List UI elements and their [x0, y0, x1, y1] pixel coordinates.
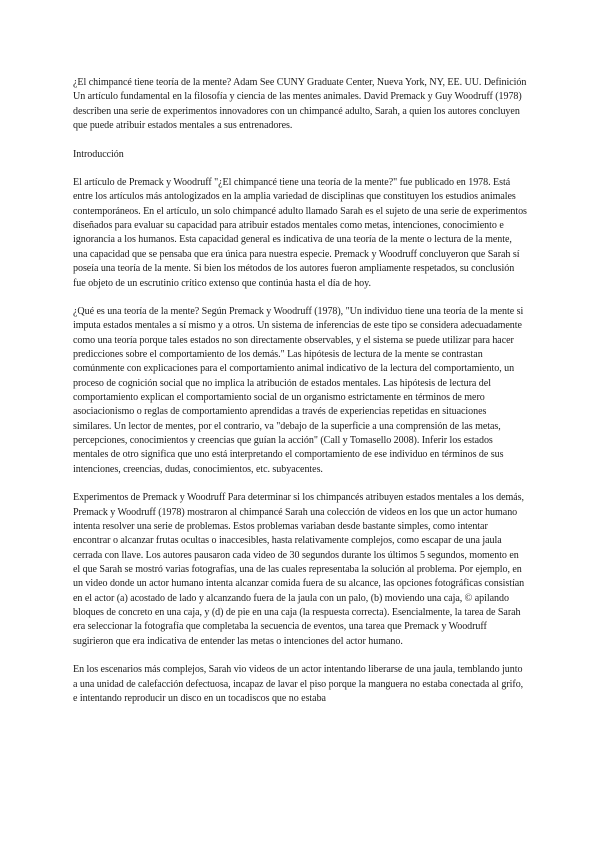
intro-paragraph: El artículo de Premack y Woodruff "¿El chimpancé tiene una teoría de la mente?" fue publicado en 1978. Está entre los artículos más antologizados en la amplia variedad de disciplinas que constituyen los estudios animales contemporáneos. En el artículo, un solo chimpancé adulto llamado Sarah es el sujeto de una serie de experimentos diseñados para evaluar su capacidad para atribuir estados mentales como metas, intenciones, conocimiento e ignorancia a los humanos. Esta capacidad general es indicativa de una teoría de la mente o lectura de la mente, una capacidad que se pensaba que era única para nuestra especie. Premack y Woodruff concluyeron que Sarah sí poseía una teoría de la mente. Si bien los métodos de los autores fueron ampliamente respetados, su conclusión fue objeto de un escrutinio crítico extenso que continúa hasta el día de hoy. [73, 177, 527, 289]
title-paragraph: ¿El chimpancé tiene teoría de la mente? Adam See CUNY Graduate Center, Nueva York, NY, EE. UU. Definición Un artículo fundamental en la filosofía y ciencia de las mentes animales. David Premack y Guy Woodruff (1978) describen una serie de experimentos innovadores con un chimpancé adulto, Sarah, a quien los autores concluyen que puede atribuir estados mentales a sus entrenadores. [73, 77, 527, 132]
section-heading-introduccion: Introducción [73, 148, 124, 160]
complex-scenarios-paragraph: En los escenarios más complejos, Sarah vio videos de un actor intentando liberarse de una jaula, temblando junto a una unidad de calefacción defectuosa, incapaz de lavar el piso porque la manguera no estaba conectada al grifo, e intentando reproducir un disco en un tocadiscos que no estaba [73, 664, 524, 704]
theory-of-mind-paragraph: ¿Qué es una teoría de la mente? Según Premack y Woodruff (1978), "Un individuo tiene una teoría de la mente si imputa estados mentales a sí mismo y a otros. Un sistema de inferencias de este tipo se considera adecuadamente como una teoría porque tales estados no son directamente observables, y el sistema se puede utilizar para hacer predicciones sobre el comportamiento de los demás." Las hipótesis de lectura de la mente se contrastan comúnmente con explicaciones para el comportamiento animal indicativo de la lectura del comportamiento, un proceso de cognición social que no implica la atribución de estados mentales. Las hipótesis de lectura del comportamiento explican el comportamiento social de un organismo estrictamente en términos de mero asociacionismo o reglas de comportamiento aprendidas a través de experiencias repetidas en situaciones similares. Un lector de mentes, por el contrario, va "debajo de la superficie a una comprensión de las metas, percepciones, conocimientos y creencias que guían la acción" (Call y Tomasello 2008). Inferir los estados mentales de otro significa que uno está interpretando el comportamiento de ese individuo en términos de sus intenciones, creencias, dudas, conocimientos, etc. subyacentes. [73, 306, 524, 475]
experiments-paragraph: Experimentos de Premack y Woodruff Para determinar si los chimpancés atribuyen estados mentales a los demás, Premack y Woodruff (1978) mostraron al chimpancé Sarah una colección de videos en los que un actor humano intenta resolver una serie de problemas. Estos problemas variaban desde bastante simples, como intentar encontrar o alcanzar frutas ocultas o inaccesibles, hasta relativamente complejos, como escapar de una jaula cerrada con llave. Los autores pausaron cada video de 30 segundos durante los últimos 5 segundos, momento en el que Sarah se mostró varias fotografías, una de las cuales representaba la solución al problema. Por ejemplo, en un video donde un actor humano intenta alcanzar comida fuera de su alcance, las opciones fotográficas consistían en el actor (a) acostado de lado y alcanzando fuera de la jaula con un palo, (b) moviendo una caja, © apilando bloques de concreto en una caja, y (d) de pie en una caja (la respuesta correcta). Esencialmente, la tarea de Sarah era seleccionar la fotografía que completaba la secuencia de eventos, una tarea que Premack y Woodruff sugirieron que era indicativa de entender las metas o intenciones del actor humano. [73, 492, 525, 647]
document-page [73, 76, 527, 721]
